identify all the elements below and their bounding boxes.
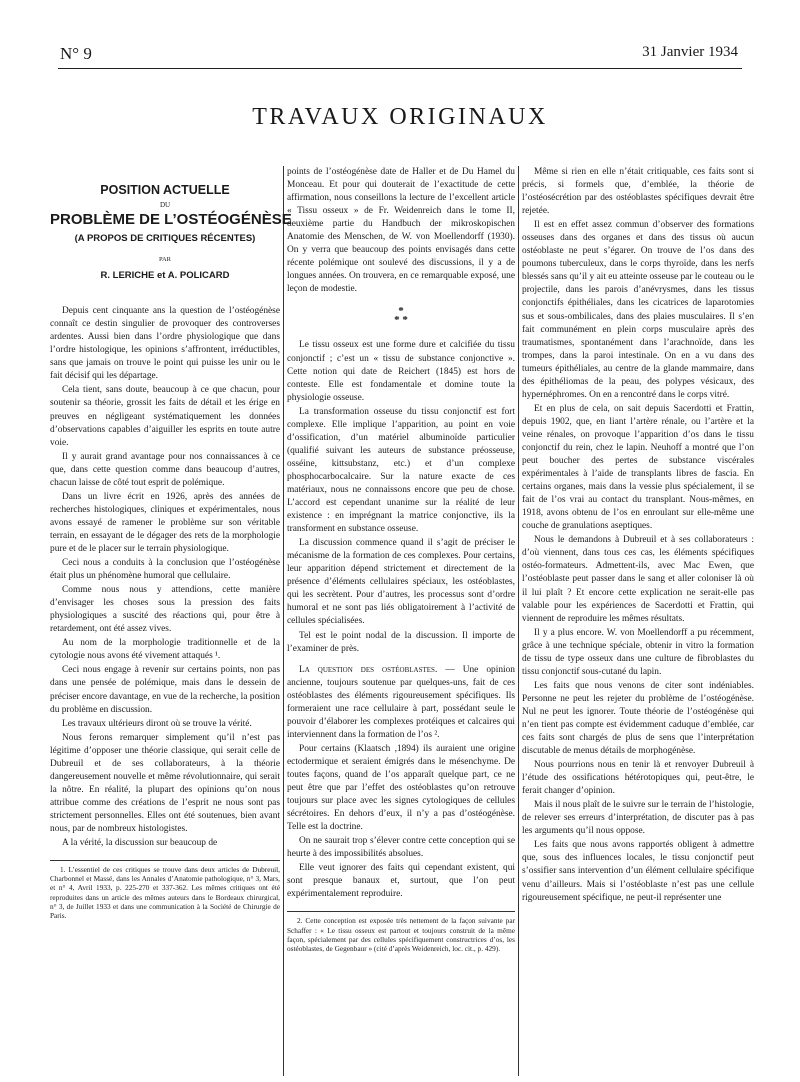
paragraph: Ceci nous engage à revenir sur certains points, non pas dans une pensée de polémique, mais dans le dessein de préciser encore davantage, en vue de la recherche, la position du problème en discussion. (50, 665, 280, 715)
paragraph: Dans un livre écrit en 1926, après des années de recherches histologiques, cliniques et expérimentales, nous avons essayé de ramener le problème sur son véritable terrain, en essayant de le dégager des rets de la morphologie pure et de le placer sur le terrain physiologique. (50, 491, 280, 554)
paragraph: Ceci nous a conduits à la conclusion que l’ostéogénèse était plus un phénomène humoral que cellulaire. (50, 558, 280, 582)
paragraph: Mais il nous plaît de le suivre sur le terrain de l’histologie, de relever ses erreurs d’interprétation, de discuter pas à pas les arguments qu’il nous oppose. (522, 800, 754, 837)
paragraph: points de l’ostéogénèse date de Haller et de Du Hamel du Monceau. Et pour qui douterait de l’exactitude de cette affirmation, nous conseillons la lecture de l’excellent article « Tissu osseux » de Fr. Weidenreich dans le tome II, deuxième partie du Handbuch der mikroskopischen Anatomie des Menschen, de W. von Moellendorff (1930). On y verra que beaucoup des points envisagés dans cette récente polémique ont soulevé des discussions, il y a de longues années. On trouvera, en ce remarquable exposé, une leçon de modestie. (287, 167, 515, 295)
paragraph: Il y a plus encore. W. von Moellendorff a pu récemment, grâce à une technique spéciale, obtenir in vitro la formation de tissu de type osseux dans une culture de fibroblastes du tissu conjonctif sous-cutané du lapin. (522, 627, 754, 677)
paragraph: Nous ferons remarquer simplement qu’il n’est pas légitime d’opposer une théorie classique, qui serait celle de Dubreuil et de ses collaborateurs, à la théorie dangereusement nouvelle et même révolutionnaire, qui serait la nôtre. En réalité, la plupart des opinions qu’on nous attribue comme des créations de l’esprit ne nous sont pas strictement personnelles. Elles ont été soutenues, bien avant nous, par de nombreux histologistes. (50, 732, 280, 834)
header-rule (58, 68, 742, 69)
paragraph: Depuis cent cinquante ans la question de l’ostéogénèse connaît ce destin singulier de provoquer des controverses ardentes. Aussi bien dans l’ordre physiologique que dans l’ordre histologique, les opinions s’affrontent, irréductibles, sans que jamais on trouve le point qui puisse les unir ou le fait décisif qui les départage. (50, 306, 280, 382)
paragraph: Nous le demandons à Dubreuil et à ses collaborateurs : d’où viennent, dans tous ces cas, les éléments spécifiques ostéo-formateurs. Admettent-ils, avec Mac Ewen, que l’ostéoblaste peut passer dans le sang et aller coloniser là où il lui plaît ? Et encore cette explication ne serait-elle pas valable pour les expériences de Sacerdotti et Frattin, qui viennent de reproduire les mêmes résultats. (522, 535, 754, 624)
paragraph: Il est en effet assez commun d’observer des formations osseuses dans des organes et dans des tissus où aucun ostéoblaste ne peut s’égarer. On trouve de l’os dans des poumons tuberculeux, dans le corps thyroïde, dans les nerfs blessés sans qu’il y ait eu atteinte osseuse par le couteau ou le projectile, dans les parois d’anévrysmes, dans les tissus conjonctifs épithéliales, dans les cicatrices de laparotomies sus et sous-ombilicales, dans des plaies musculaires. Il s’en fait communément en plein corps musculaire après des traumatismes, spontanément dans l’arachnoïde, dans les trompes, dans la paroi intestinale. On en a vu dans des tumeurs épithéliales, au centre de la glande mammaire, dans des épithéliomas de la peau, des polypes vésicaux, des hypernéphromes. On en a rencontré dans le corps vitré. (522, 220, 754, 400)
footnote-rule (287, 911, 515, 912)
article-title-du: DU (159, 201, 171, 209)
issue-date: 31 Janvier 1934 (642, 44, 738, 60)
footnote-2: 2. Cette conception est exposée très nettement de la façon suivante par Schaffer : « Le tissu osseux est partout et toujours construit de la même façon, spécialement par des cellules spécifiquement constructrices d’os, les ostéoblastes, de Gegenbaur » (cité d’après Weidenreich, loc. cit., p. 429). (287, 916, 515, 954)
article-subtitle: (A PROPOS DE CRITIQUES RÉCENTES) (74, 233, 256, 244)
paragraph: Même si rien en elle n’était critiquable, ces faits sont si précis, si formels que, d’emblée, la théorie de l’ostéosécrétion par des ostéoblastes spécifiques devrait être rejetée. (522, 167, 754, 217)
paragraph: On ne saurait trop s’élever contre cette conception qui se heurte à des impossibilités absolues. (287, 836, 515, 860)
paragraph: Et en plus de cela, on sait depuis Sacerdotti et Frattin, depuis 1902, que, en liant l’artère rénale, ou l’artère et la veine rénales, on provoque l’apparition d’os dans le tissu conjonctif du rein, chez le lapin. Neuhoff a montré que l’on peut boucher des pertes de substance viscérales expérimentales à l’aide de transplants libres de fascia. En certains organes, mais dans la vessie plus spécialement, il se fait de l’os vrai au contact du transplant. Nous-mêmes, en 1918, avons obtenu de l’os en enroulant sur elle-même une couche de granulations aseptiques. (522, 403, 754, 532)
paragraph: A la vérité, la discussion sur beaucoup de (62, 838, 218, 849)
paragraph: Cela tient, sans doute, beaucoup à ce que chacun, pour soutenir sa théorie, grossit les faits de détail et les érige en preuves en négligeant systématiquement les données d’observations capables d’aiguiller les esprits en toute autre voie. (50, 385, 280, 448)
paragraph (287, 664, 515, 742)
paragraph: Elle veut ignorer des faits qui cependant existent, qui sont presque banaux et, surtout, que l’on peut expérimentalement reproduire. (287, 863, 515, 900)
paragraph: Le tissu osseux est une forme dure et calcifiée du tissu conjonctif ; c’est un « tissu de substance conjonctive ». Cette notion qui date de Reichert (1845) est hors de conteste. Elle est fondamentale et domine toute la physiologie osseuse. (287, 340, 515, 403)
paragraph: Les faits que nous avons rapportés obligent à admettre que, sous des influences locales, le tissu conjonctif peut s’ossifier sans intervention d’un élément cellulaire spécifique venu d’ailleurs. Mais si l’ostéoblaste n’est pas une cellule rigoureusement spécifique, ne peut-il représenter une (522, 840, 754, 903)
article-authors: R. LERICHE et A. POLICARD (100, 270, 230, 282)
paragraph: La transformation osseuse du tissu conjonctif est fort complexe. Elle implique l’apparition, au point en voie d’ossification, d’un matériel albuminoïde particulier (qualifié suivant les auteurs de substance préosseuse, osséine, kittsubstanz, etc.) et d’un complexe phosphocarbocalcaire. Sur la nature exacte de ces matériaux, nous ne connaissons encore que peu de chose. L’accord est cependant unanime sur la réalité de leur existence : en imprégnant la matrice conjonctive, ils la transforment en substance osseuse. (287, 406, 515, 535)
paragraph: Les travaux ultérieurs diront où se trouve la vérité. (62, 718, 252, 729)
column-3 (522, 166, 754, 906)
article-title-line1: POSITION ACTUELLE (100, 183, 230, 197)
column-1 (50, 166, 292, 921)
paragraph: Les faits que nous venons de citer sont indéniables. Personne ne peut les rejeter du problème de l’ostéogénèse. Nul ne peut les ignorer. Toute théorie de l’ostéogénèse qui n’en tient pas compte est évidemment caduque d’emblée, car ces faits sont chargés de plus de sens que l’interprétation discutable de menus détails de morphogénèse. (522, 680, 754, 757)
paragraph: Nous pourrions nous en tenir là et renvoyer Dubreuil à l’étude des ossifications hétérotopiques qui, peut-être, le ferait changer d’opinion. (522, 760, 754, 797)
column-divider (518, 166, 519, 1076)
section-separator-stars: * * * (394, 305, 408, 327)
paragraph: Pour certains (Klaatsch ,1894) ils auraient une origine ectodermique et seraient émigrés dans le mésenchyme. De toutes façons, quand de l’os apparaît quelque part, ce ne peut être que par l’effet des ostéoblastes qu’on retrouve toujours sur place avec les signes cytologiques de cellules sécrétoires. En dehors d’eux, il n’y a pas d’ostéogénèse. Telle est la doctrine. (287, 743, 515, 833)
paragraph: Au nom de la morphologie traditionnelle et de la cytologie nous avons été vivement attaqués ¹. (50, 638, 280, 662)
paragraph: La discussion commence quand il s’agit de préciser le mécanisme de la formation de ces complexes. Pour certains, leur apparition dépend strictement et directement de la présence d’éléments cellulaires spéciaux, les ostéoblastes, qui les secrètent. Pour d’autres, les processus sont d’ordre humoral et ne sont pas liés obligatoirement à l’activité de cellules spécialisées. (287, 538, 515, 627)
paragraph: Comme nous nous y attendions, cette manière d’envisager les choses sous la pression des faits physiologiques a suscité des réactions qui, pour être à retardement, ont été assez vives. (50, 585, 280, 635)
column-divider (283, 166, 284, 1076)
column-2 (287, 166, 515, 953)
issue-number: N° 9 (60, 44, 92, 63)
article-byline-par: PAR (158, 256, 172, 264)
footnote-rule (50, 860, 280, 861)
footnote-1: 1. L’essentiel de ces critiques se trouve dans deux articles de Dubreuil, Charbonnel et Massé, dans les Annales d’Anatomie pathologique, n° 3, Mars, et n° 4, Avril 1933, p. 225-270 et 337-362. Les mêmes critiques ont été reproduites dans un article des mêmes auteurs dans le Bordeaux chirurgical, n° 3, de Juillet 1933 et dans une communication à la Société de Chirurgie de Paris. (50, 865, 280, 921)
paragraph: Tel est le point nodal de la discussion. Il importe de l’examiner de près. (287, 630, 515, 654)
paragraph-body: — Une opinion ancienne, toujours soutenue par quelques-uns, fait de ces ostéoblastes des éléments rigoureusement spécifiques. Ils formeraient une race cellulaire à part, possédant seule le pouvoir d’élaborer les complexes protéiques et calcaires qui interviennent dans la formation de l’os ². (287, 664, 515, 740)
paragraph: Il y aurait grand avantage pour nos connaissances à ce que, dans cette question comme dans beaucoup d’autres, chacun laisse de côté tout esprit de polémique. (50, 451, 280, 488)
article-title-line2: PROBLÈME DE L’OSTÉOGÉNÈSE (50, 211, 292, 228)
subsection-lead: La question des ostéoblastes. (299, 664, 438, 675)
section-title: TRAVAUX ORIGINAUX (252, 104, 548, 130)
